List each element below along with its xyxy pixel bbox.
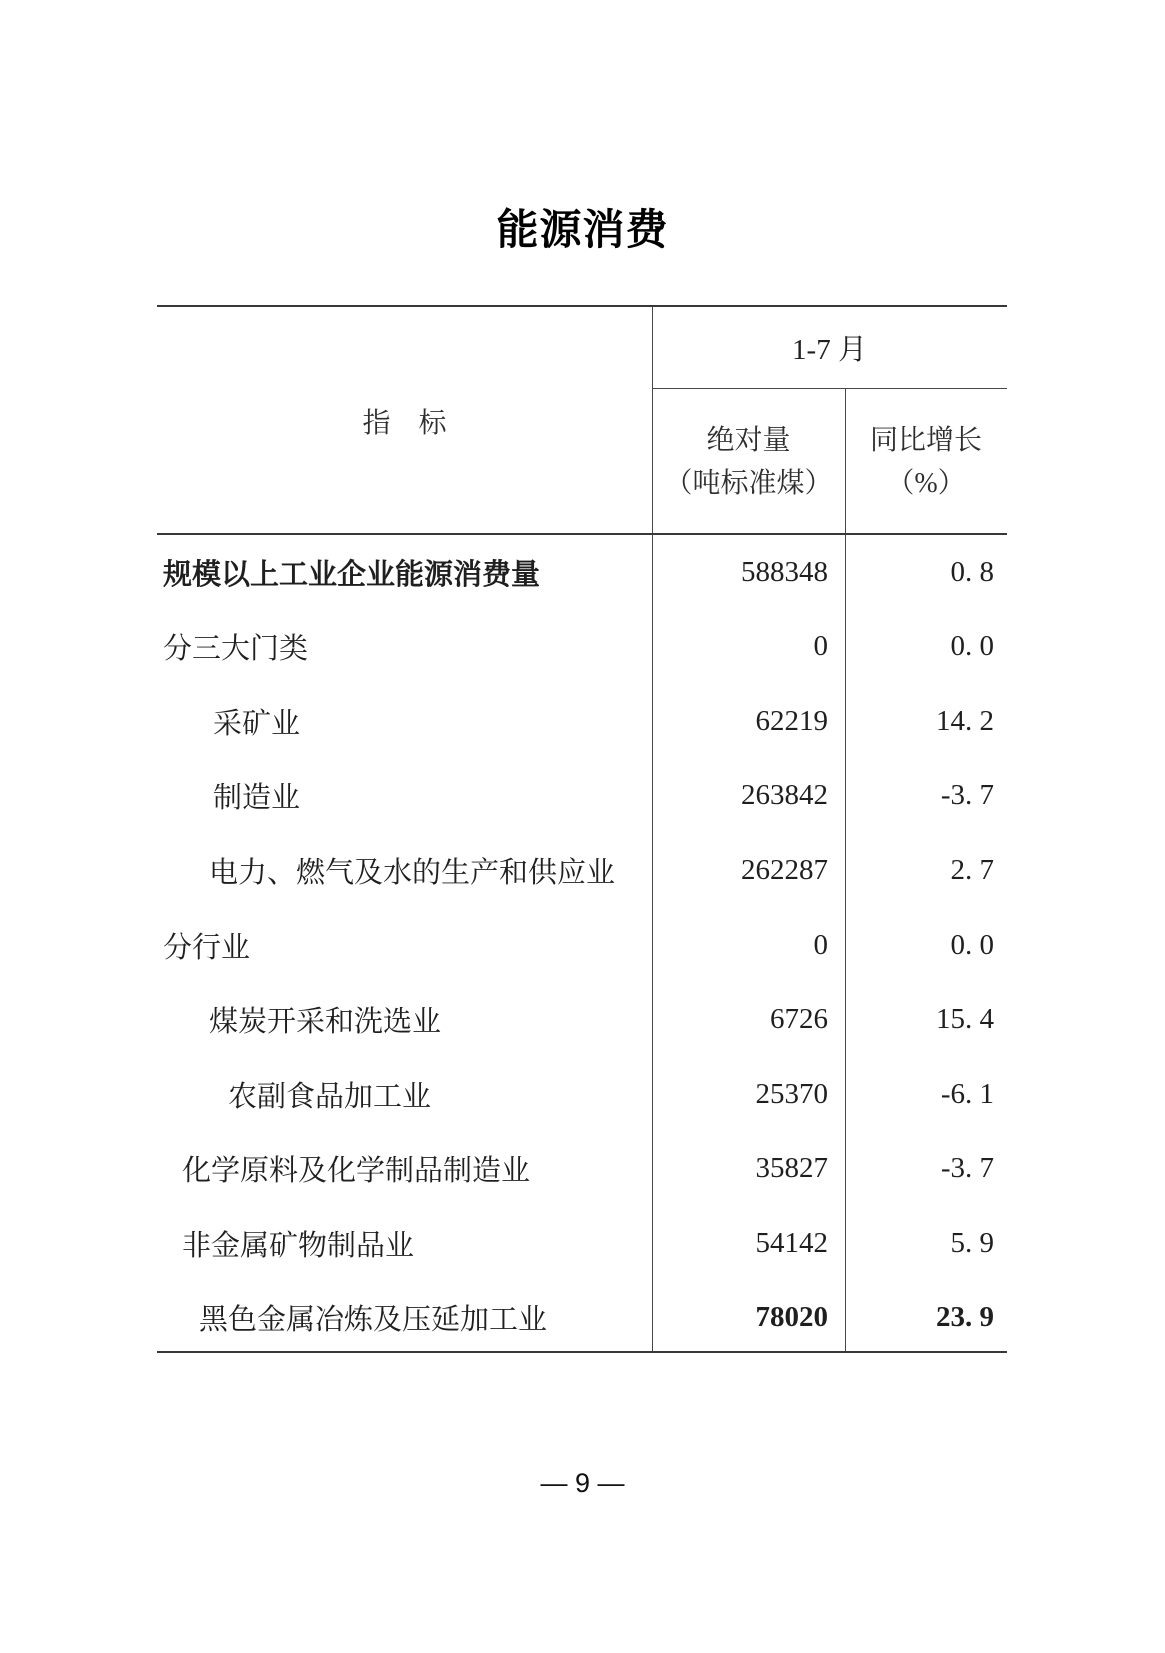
indicator-cell: 化学原料及化学制品制造业 <box>182 1155 531 1188</box>
indicator-cell: 分三大门类 <box>163 633 309 666</box>
absolute-column-header <box>652 389 845 535</box>
absolute-value-cell: 263842 <box>741 779 828 812</box>
indicator-cell: 煤炭开采和洗选业 <box>209 1006 442 1039</box>
growth-value-cell: 23. 9 <box>936 1301 994 1334</box>
absolute-value-cell: 588348 <box>741 555 828 588</box>
indicator-cell: 规模以上工业企业能源消费量 <box>163 558 541 591</box>
absolute-value-cell: 0 <box>813 630 828 663</box>
indicator-cell: 采矿业 <box>213 707 301 740</box>
growth-column-header <box>845 389 1007 535</box>
growth-value-cell: -6. 1 <box>940 1077 994 1110</box>
absolute-value-cell: 62219 <box>755 704 828 737</box>
absolute-column-header-line1: 绝对量 <box>706 424 791 456</box>
page-title: 能源消费 <box>496 206 669 253</box>
table-row <box>157 908 1007 983</box>
growth-value-cell: 2. 7 <box>950 853 994 886</box>
absolute-value-cell: 78020 <box>755 1301 828 1334</box>
growth-column-header-line1: 同比增长 <box>869 424 982 456</box>
table-row <box>157 1280 1007 1355</box>
indicator-cell: 分行业 <box>163 931 251 964</box>
absolute-value-cell: 25370 <box>755 1077 828 1110</box>
indicator-column-header: 指 标 <box>362 408 447 439</box>
absolute-column-header-line2: （吨标准煤） <box>664 468 833 499</box>
table-row <box>157 1131 1007 1206</box>
growth-value-cell: 5. 9 <box>950 1226 994 1259</box>
indicator-cell: 农副食品加工业 <box>228 1080 432 1113</box>
table-body <box>157 535 1007 1355</box>
absolute-value-cell: 35827 <box>755 1152 828 1185</box>
indicator-cell: 制造业 <box>213 782 301 815</box>
table-row <box>157 1206 1007 1281</box>
table-row <box>157 833 1007 908</box>
growth-value-cell: 0. 0 <box>950 630 994 663</box>
table-row <box>157 535 1007 610</box>
indicator-cell: 非金属矿物制品业 <box>182 1229 415 1262</box>
absolute-value-cell: 6726 <box>770 1003 828 1036</box>
growth-value-cell: 0. 8 <box>950 555 994 588</box>
absolute-value-cell: 262287 <box>741 853 828 886</box>
table-row <box>157 610 1007 685</box>
absolute-value-cell: 0 <box>813 928 828 961</box>
table-row <box>157 684 1007 759</box>
growth-value-cell: 15. 4 <box>936 1003 994 1036</box>
period-column-header: 1-7 月 <box>652 307 1007 389</box>
table-row <box>157 1057 1007 1132</box>
indicator-cell: 电力、燃气及水的生产和供应业 <box>209 856 616 889</box>
table-header <box>157 307 1007 535</box>
growth-value-cell: -3. 7 <box>940 1152 994 1185</box>
energy-consumption-table <box>157 305 1007 1353</box>
growth-value-cell: 0. 0 <box>950 928 994 961</box>
table-row <box>157 982 1007 1057</box>
growth-value-cell: -3. 7 <box>940 779 994 812</box>
indicator-cell: 黑色金属冶炼及压延加工业 <box>199 1304 548 1337</box>
absolute-value-cell: 54142 <box>755 1226 828 1259</box>
growth-value-cell: 14. 2 <box>936 704 994 737</box>
page-number: — 9 — <box>540 1468 625 1498</box>
table-row <box>157 759 1007 834</box>
growth-column-header-line2: （%） <box>886 468 966 499</box>
